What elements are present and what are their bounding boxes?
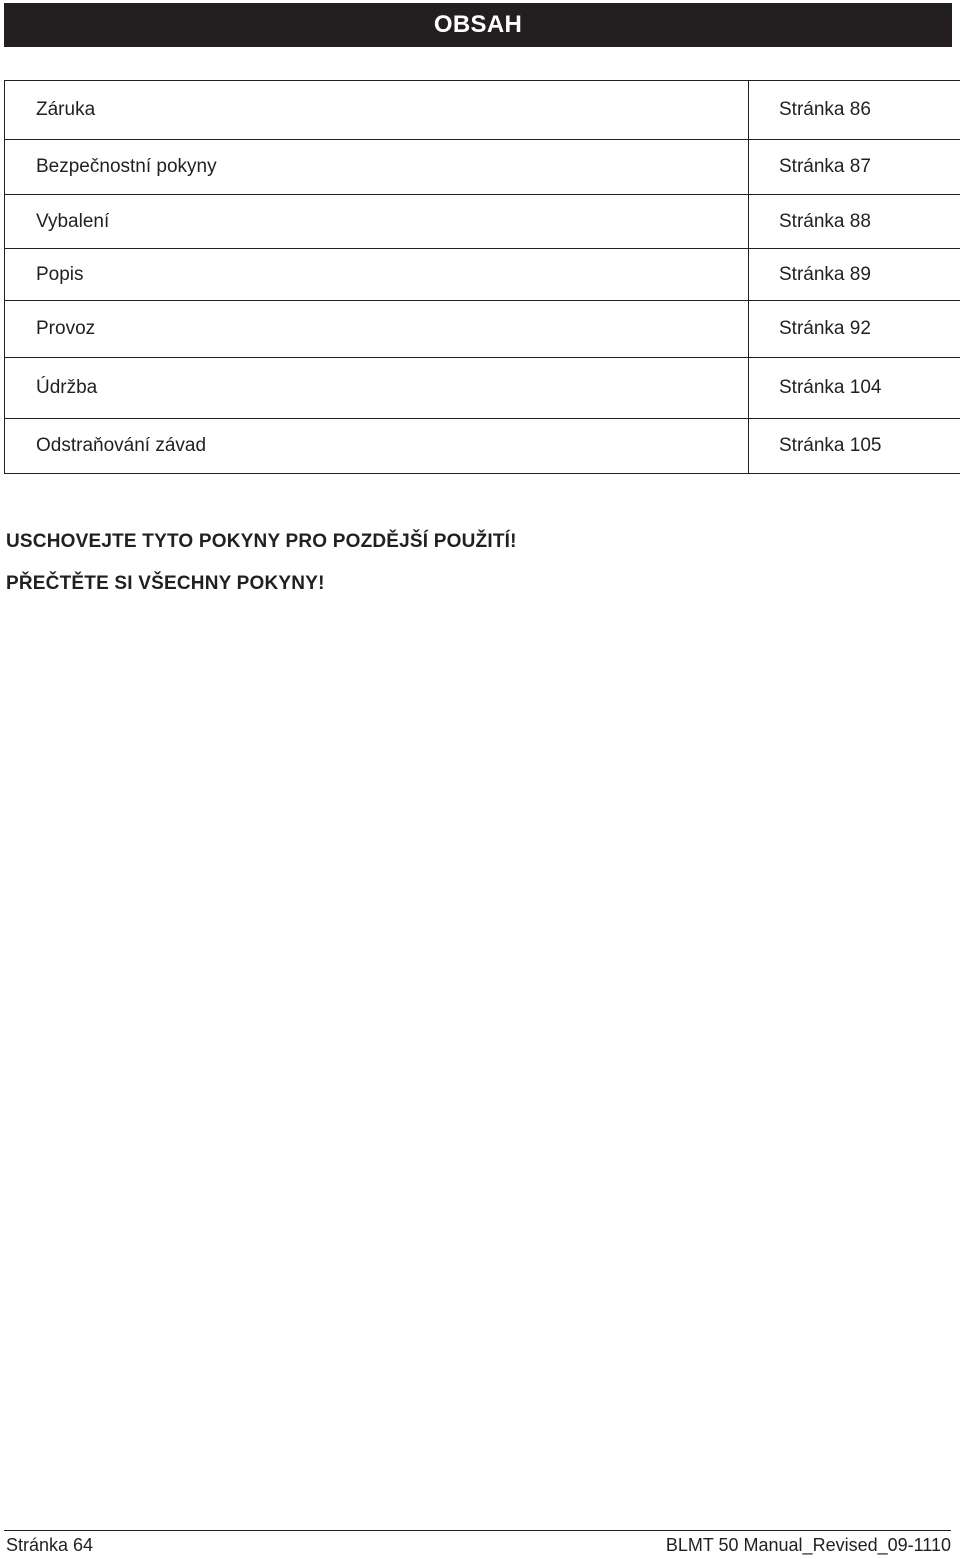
footer-page-number: Stránka 64 [6, 1535, 94, 1555]
toc-entry-title: Odstraňování závad [5, 419, 749, 474]
table-row [5, 419, 960, 474]
toc-entry-title: Záruka [5, 81, 749, 140]
read-instructions-notice: PŘEČTĚTE SI VŠECHNY POKYNY! [6, 573, 325, 594]
toc-entry-title: Vybalení [5, 195, 749, 249]
toc-entry-title: Popis [5, 249, 749, 301]
table-row [5, 249, 960, 301]
table-of-contents [4, 80, 960, 474]
toc-entry-title: Údržba [5, 358, 749, 419]
keep-instructions-notice: USCHOVEJTE TYTO POKYNY PRO POZDĚJŠÍ POUŽITÍ! [6, 531, 517, 552]
footer-divider [4, 1530, 951, 1531]
table-row [5, 195, 960, 249]
toc-entry-page: Stránka 89 [749, 249, 960, 301]
table-row [5, 358, 960, 419]
page-title: OBSAH [433, 11, 523, 38]
header-bar [4, 3, 952, 47]
toc-entry-page: Stránka 87 [749, 140, 960, 195]
toc-entry-title: Bezpečnostní pokyny [5, 140, 749, 195]
table-row [5, 81, 960, 140]
toc-entry-page: Stránka 104 [749, 358, 960, 419]
table-row [5, 140, 960, 195]
toc-entry-title: Provoz [5, 301, 749, 358]
toc-entry-page: Stránka 105 [749, 419, 960, 474]
toc-entry-page: Stránka 88 [749, 195, 960, 249]
footer-document-id: BLMT 50 Manual_Revised_09-1110 [665, 1535, 951, 1555]
toc-entry-page: Stránka 86 [749, 81, 960, 140]
toc-entry-page: Stránka 92 [749, 301, 960, 358]
table-row [5, 301, 960, 358]
